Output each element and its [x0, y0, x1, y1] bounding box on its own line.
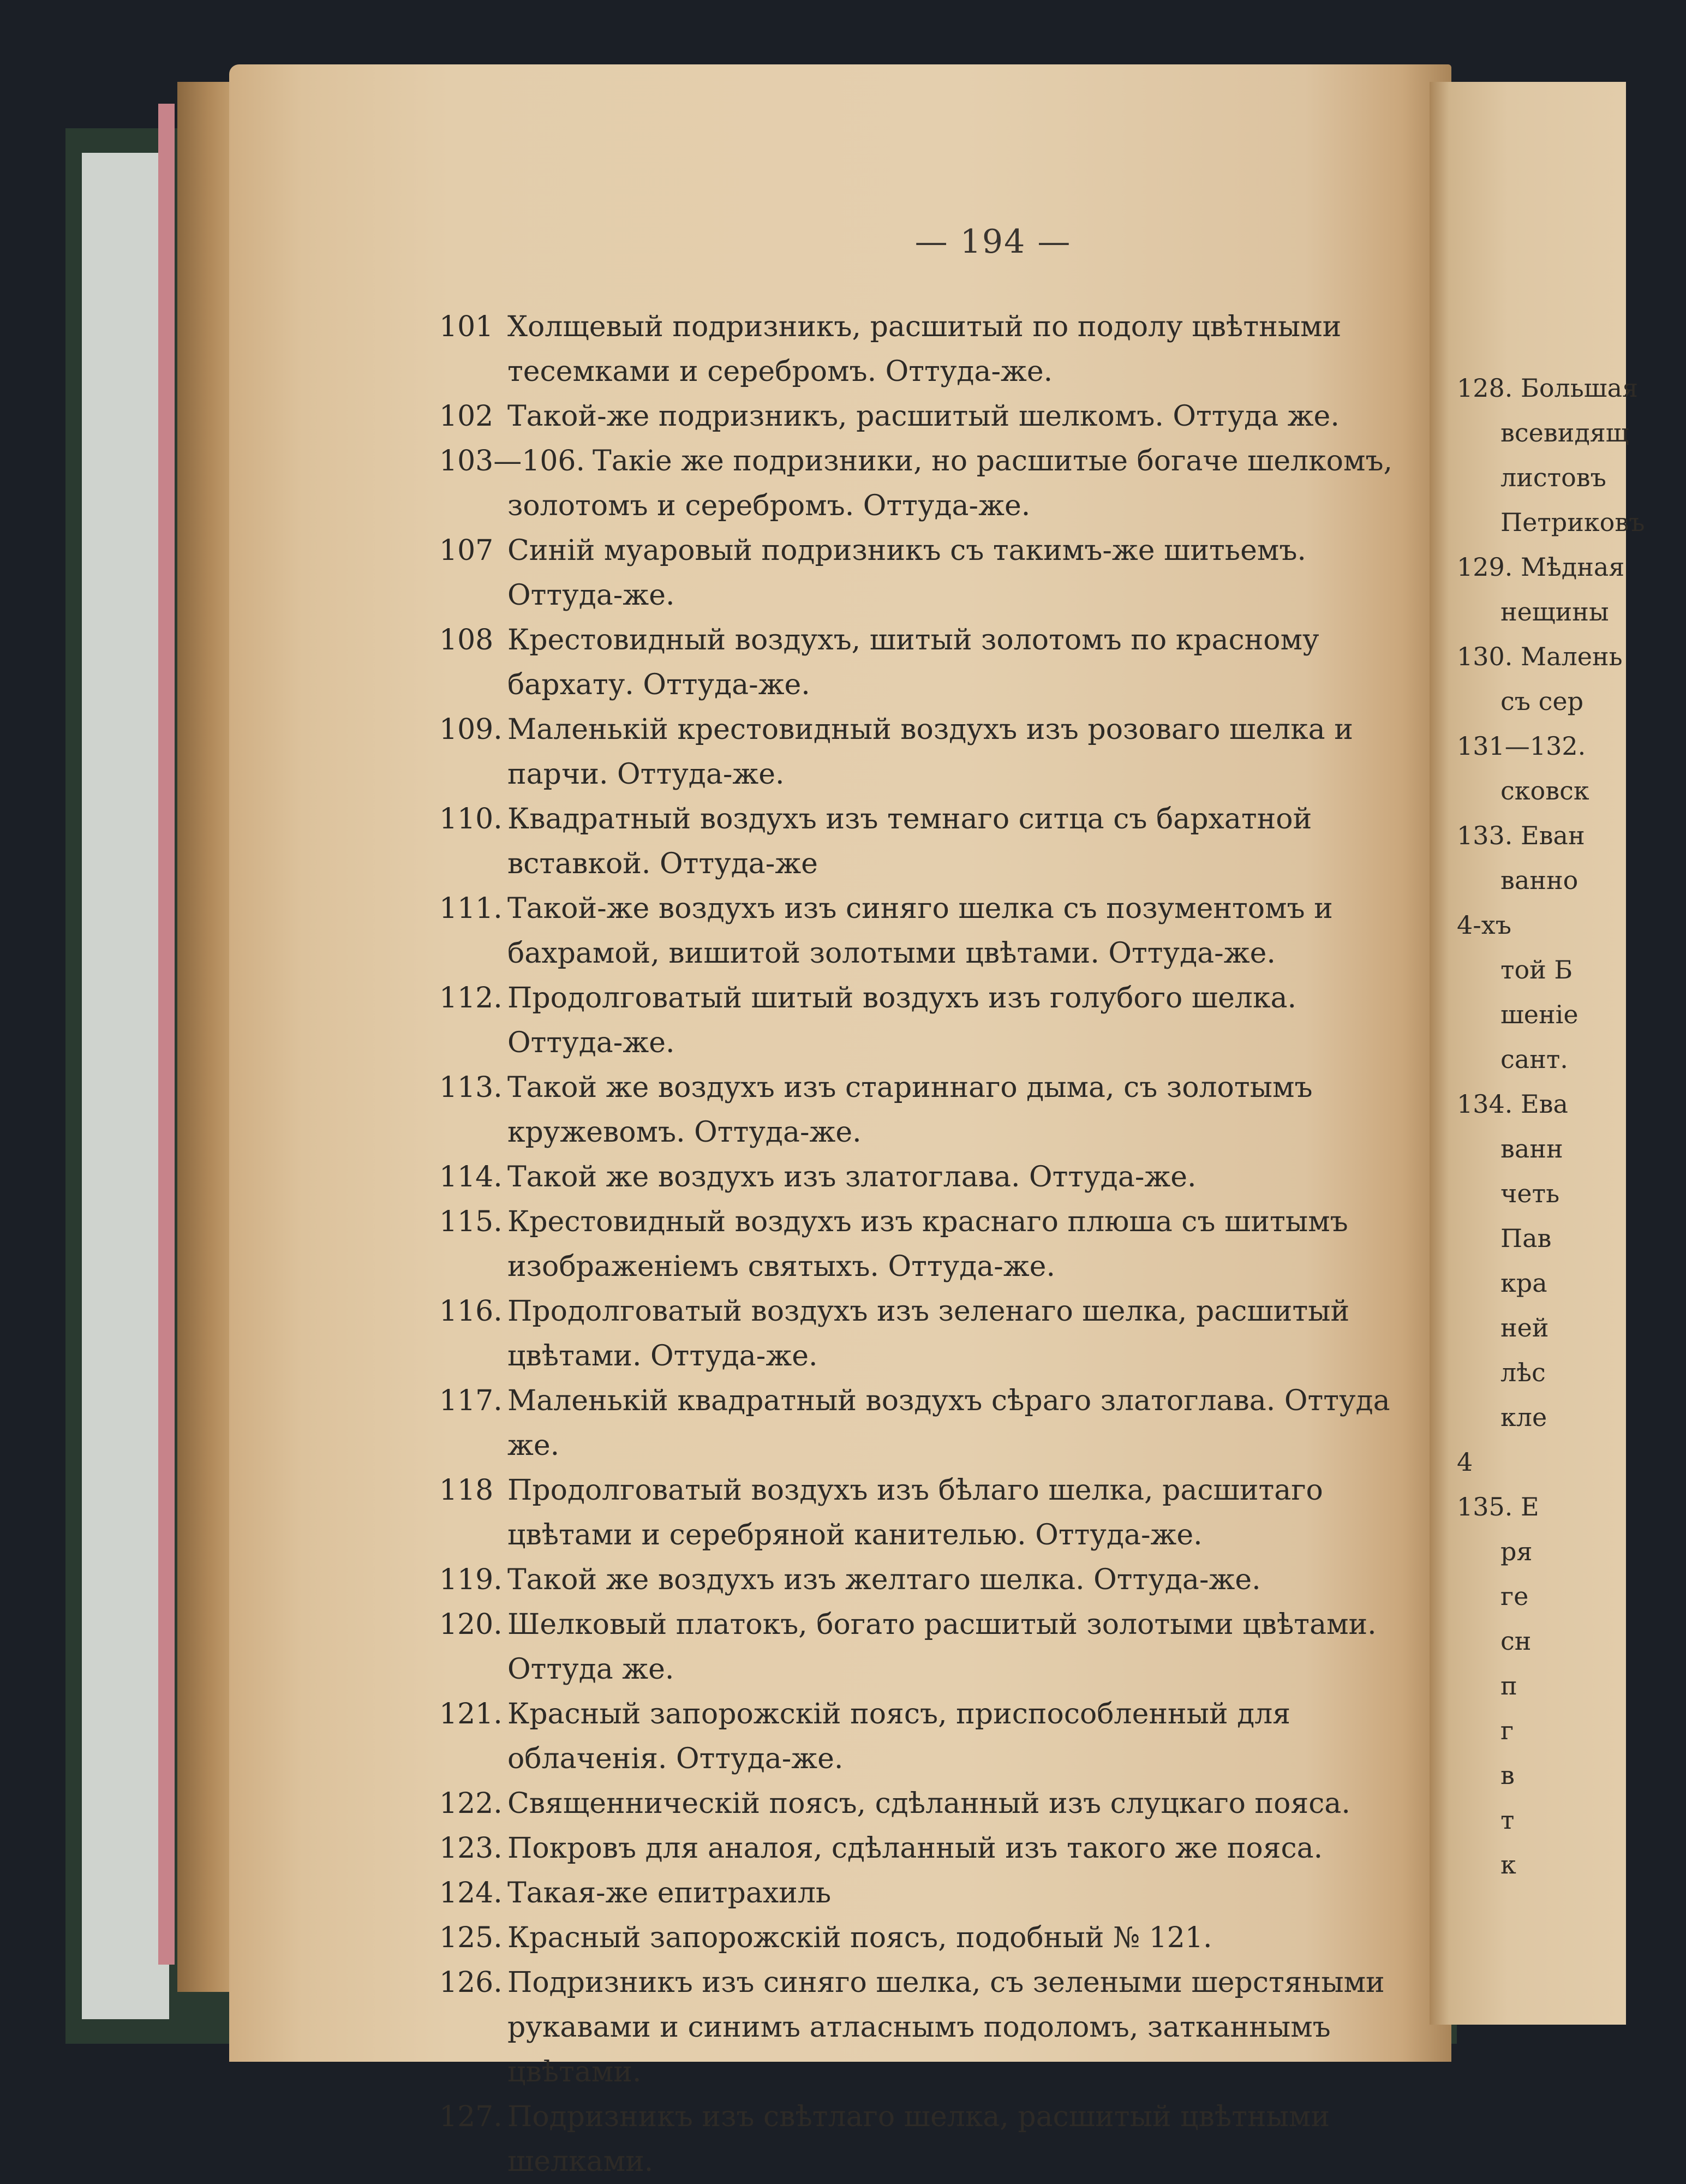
list-item [439, 1602, 1416, 1692]
list-item [439, 1781, 1416, 1826]
right-page-line: сн [1500, 1626, 1532, 1656]
item-number: 124. [439, 1877, 503, 1909]
right-page-line: кра [1500, 1268, 1547, 1298]
item-text: Подризникъ изъ синяго шелка, съ зелеными шерстяными рукавами и синимъ атласнымъ подоломъ, затканнымъ цвѣтами. [507, 1966, 1385, 2088]
list-item [439, 886, 1416, 976]
item-text: Такіе же подризники, но расшитые богаче шелкомъ, золотомъ и серебромъ. Оттуда-же. [507, 445, 1393, 522]
item-number: 112. [439, 982, 503, 1015]
item-number: 122. [439, 1787, 503, 1820]
right-page-line: Петриковъ [1500, 508, 1645, 537]
ribbon-strip [158, 104, 175, 1965]
page-number: — 194 — [914, 223, 1072, 261]
right-page-line: 129. Мѣдная [1457, 552, 1625, 582]
right-page-line: т [1500, 1805, 1515, 1835]
right-page-line: п [1500, 1671, 1517, 1700]
list-item [439, 1558, 1416, 1602]
item-text: Подризникъ изъ свѣтлаго шелка, расшитый цвѣтными шелками. [507, 2101, 1330, 2178]
right-page-line: в [1500, 1761, 1515, 1790]
list-item [439, 1200, 1416, 1289]
right-page-line: 134. Ева [1457, 1089, 1568, 1119]
list-item [439, 2095, 1416, 2184]
right-page-line: 128. Большая [1457, 373, 1639, 403]
right-page-line: ванн [1500, 1134, 1563, 1163]
item-text: Крестовидный воздухъ изъ краснаго плюша съ шитымъ изображеніемъ святыхъ. Оттуда-же. [507, 1206, 1348, 1283]
item-text: Шелковый платокъ, богато расшитый золотыми цвѣтами. Оттуда же. [507, 1608, 1377, 1686]
right-page-line: ге [1500, 1582, 1529, 1611]
item-text: Продолговатый воздухъ изъ бѣлаго шелка, расшитаго цвѣтами и серебряной канителью. Оттуда-же. [507, 1474, 1323, 1552]
right-page-line: четь [1500, 1179, 1560, 1208]
right-page-line: съ сер [1500, 687, 1584, 716]
list-item [439, 976, 1416, 1065]
item-text: Такой же воздухъ изъ златоглава. Оттуда-же. [507, 1161, 1197, 1194]
list-item [439, 1960, 1416, 2095]
right-page-line: сант. [1500, 1045, 1568, 1074]
right-page-line: ря [1500, 1537, 1533, 1566]
item-number: 119. [439, 1564, 503, 1596]
item-text: Крестовидный воздухъ, шитый золотомъ по красному бархату. Оттуда-же. [507, 624, 1319, 701]
list-item [439, 1289, 1416, 1379]
list-item [439, 1155, 1416, 1200]
list-item [439, 1065, 1416, 1155]
item-text: Синій муаровый подризникъ съ такимъ-же шитьемъ. Оттуда-же. [507, 534, 1306, 612]
list-item [439, 305, 1416, 394]
right-page [1430, 82, 1645, 2025]
right-page-line: к [1500, 1850, 1516, 1879]
right-page-line: сковск [1500, 776, 1589, 805]
item-number: 116. [439, 1295, 503, 1328]
item-text: Красный запорожскій поясъ, приспособленный для облаченія. Оттуда-же. [507, 1698, 1291, 1775]
right-page-line: 4-хъ [1457, 910, 1512, 940]
right-page-line: лѣс [1500, 1358, 1546, 1387]
list-item [439, 1379, 1416, 1468]
list-item [439, 1826, 1416, 1871]
item-text: Продолговатый воздухъ изъ зеленаго шелка, расшитый цвѣтами. Оттуда-же. [507, 1295, 1350, 1373]
item-number: 113. [439, 1071, 503, 1104]
right-page-line: всевидящ [1500, 418, 1629, 447]
right-page-line: шеніе [1500, 1000, 1579, 1029]
right-page-line: 133. Еван [1457, 821, 1585, 850]
list-item [439, 707, 1416, 797]
item-text: Маленькій крестовидный воздухъ изъ розоваго шелка и парчи. Оттуда-же. [507, 713, 1353, 791]
right-page-text [1457, 366, 1686, 1887]
item-number: 115. [439, 1206, 503, 1238]
right-page-line: 130. Малень [1457, 642, 1623, 671]
list-item [439, 394, 1416, 439]
item-text: Красный запорожскій поясъ, подобный № 121. [507, 1922, 1212, 1954]
list-item [439, 618, 1416, 707]
right-page-line: 135. Е [1457, 1492, 1539, 1521]
item-number: 101 [439, 311, 494, 343]
right-page-line: г [1500, 1716, 1514, 1745]
item-number: 102 [439, 400, 494, 433]
item-text: Такой-же подризникъ, расшитый шелкомъ. Оттуда же. [507, 400, 1340, 433]
item-number: 108 [439, 624, 494, 657]
right-page-line: 4 [1457, 1447, 1473, 1477]
list-item [439, 1692, 1416, 1781]
item-number: 109. [439, 713, 503, 746]
item-number: 118 [439, 1474, 494, 1507]
item-number: 125. [439, 1922, 503, 1954]
list-item [439, 528, 1416, 618]
item-number: 107 [439, 534, 494, 567]
right-page-line: 131—132. [1457, 731, 1586, 761]
item-text: Маленькій квадратный воздухъ сѣраго златоглава. Оттуда же. [507, 1385, 1390, 1462]
item-number: 123. [439, 1832, 503, 1865]
list-item [439, 1871, 1416, 1916]
item-number: 117. [439, 1385, 503, 1417]
item-number: 103—106. [439, 445, 585, 478]
right-page-line: ней [1500, 1313, 1549, 1342]
list-item [439, 797, 1416, 886]
item-text: Такой же воздухъ изъ желтаго шелка. Оттуда-же. [507, 1564, 1261, 1596]
item-number: 121. [439, 1698, 503, 1731]
item-number: 110. [439, 803, 503, 836]
item-text: Священническій поясъ, сдѣланный изъ слуцкаго пояса. [507, 1787, 1350, 1820]
item-text: Холщевый подризникъ, расшитый по подолу цвѣтными тесемками и серебромъ. Оттуда-же. [507, 311, 1342, 388]
list-item [439, 1468, 1416, 1558]
page-stack-edge [82, 153, 169, 2019]
list-item [439, 439, 1416, 528]
item-text: Такой же воздухъ изъ стариннаго дыма, съ золотымъ кружевомъ. Оттуда-же. [507, 1071, 1313, 1149]
item-number: 111. [439, 892, 503, 925]
right-page-line: нещины [1500, 597, 1609, 626]
item-number: 126. [439, 1966, 503, 1999]
item-text: Такая-же епитрахиль [507, 1877, 832, 1909]
right-page-line: листовъ [1500, 463, 1606, 492]
right-page-line: той Б [1500, 955, 1573, 984]
left-page [229, 64, 1451, 2178]
item-number: 114. [439, 1161, 503, 1194]
item-text: Покровъ для аналоя, сдѣланный изъ такого же пояса. [507, 1832, 1323, 1865]
right-page-line: кле [1500, 1403, 1547, 1432]
item-number: 127. [439, 2101, 503, 2133]
right-page-line: Пав [1500, 1224, 1552, 1253]
item-text: Квадратный воздухъ изъ темнаго ситца съ бархатной вставкой. Оттуда-же [507, 803, 1312, 880]
item-number: 120. [439, 1608, 503, 1641]
item-text: Продолговатый шитый воздухъ изъ голубого шелка. Оттуда-же. [507, 982, 1296, 1059]
list-item [439, 1916, 1416, 1960]
entry-list [439, 305, 1416, 2184]
item-text: Такой-же воздухъ изъ синяго шелка съ позументомъ и бахрамой, вишитой золотыми цвѣтами. Оттуда-же. [507, 892, 1333, 970]
right-page-line: ванно [1500, 866, 1579, 895]
